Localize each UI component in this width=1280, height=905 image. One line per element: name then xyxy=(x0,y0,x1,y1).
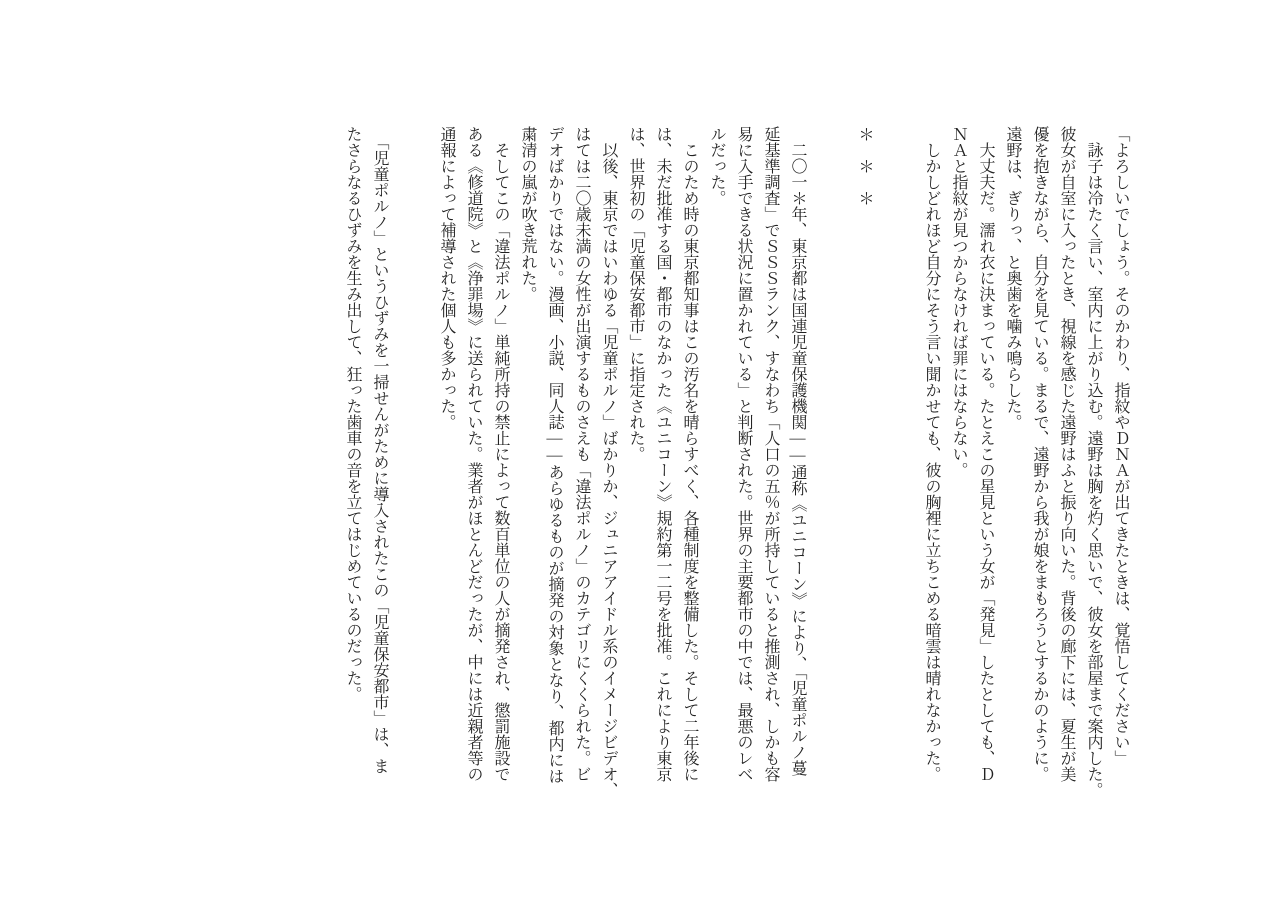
scene-break-separator: ＊ ＊ ＊ xyxy=(856,126,873,206)
text-line: ＮＡと指紋が見つからなければ罪にはならない。 xyxy=(950,126,967,478)
vertical-text-block xyxy=(339,126,1134,808)
text-line: 「よろしいでしょう。そのかわり、指紋やＤＮＡが出てきたときは、覚悟してください」 xyxy=(1112,126,1129,766)
text-line: デオばかりではない。漫画、小説、同人誌――あらゆるものが摘発の対象となり、都内には xyxy=(546,126,563,784)
text-line: 以後、東京ではいわゆる「児童ポルノ」ばかりか、ジュニアアイドル系のイメージビデオ、 xyxy=(600,126,617,798)
blank-line xyxy=(811,126,851,136)
text-line: 優を抱きながら、自分を見ている。まるで、遠野から我が娘をまもろうとするかのように。 xyxy=(1031,126,1048,782)
text-line: 詠子は冷たく言い、室内に上がり込む。遠野は胸を灼く思いで、彼女を部屋まで案内した。 xyxy=(1085,126,1102,798)
text-line: 易に入手できる状況に置かれている」と判断された。世界の主要都市の中では、最悪のレベ xyxy=(735,126,752,782)
blank-line xyxy=(393,126,433,136)
text-line: 大丈夫だ。濡れ衣に決まっている。たとえこの星見という女が「発見」したとしても、Ｄ xyxy=(977,126,994,782)
text-line: 二〇一＊年、東京都は国連児童保護機関――通称《ユニコーン》により、「児童ポルノ蔓 xyxy=(789,126,806,776)
text-line: は、世界初の「児童保安都市」に指定された。 xyxy=(627,126,644,462)
text-line: 「児童ポルノ」というひずみを一掃せんがために導入されたこの「児童保安都市」は、ま xyxy=(371,126,388,774)
text-line: そしてこの「違法ポルノ」単純所持の禁止によって数百単位の人が摘発され、懲罰施設で xyxy=(492,126,509,782)
text-line: 彼女が自室に入ったとき、視線を感じた遠野はふと振り向いた。背後の廊下には、夏生が美 xyxy=(1058,126,1075,782)
text-line: はては二〇歳未満の女性が出演するものさえも「違法ポルノ」のカテゴリにくくられた。ビ xyxy=(573,126,590,782)
text-line: このため時の東京都知事はこの汚名を晴らすべく、各種制度を整備した。そして二年後に xyxy=(681,126,698,782)
text-line: たさらなるひずみを生み出して、狂った歯車の音を立てはじめているのだった。 xyxy=(344,126,361,702)
text-line: しかしどれほど自分にそう言い聞かせても、彼の胸裡に立ちこめる暗雲は晴れなかった。 xyxy=(923,126,940,782)
text-line: ある《修道院》と《浄罪場》に送られていた。業者がほとんどだったが、中には近親者等の xyxy=(465,126,482,782)
text-line: ルだった。 xyxy=(708,126,725,206)
text-line: 遠野は、ぎりっ、と奥歯を噛み鳴らした。 xyxy=(1004,126,1021,430)
blank-line xyxy=(878,126,918,136)
text-line: 通報によって補導された個人も多かった。 xyxy=(438,126,455,430)
text-line: 粛清の嵐が吹き荒れた。 xyxy=(519,126,536,302)
text-line: は、未だ批准する国・都市のなかった《ユニコーン》規約第一二号を批准。これにより東京 xyxy=(654,126,671,782)
text-line: 延基準調査」でＳＳＳランク、すなわち「人口の五％が所持していると推測され、しかも容 xyxy=(762,126,779,782)
